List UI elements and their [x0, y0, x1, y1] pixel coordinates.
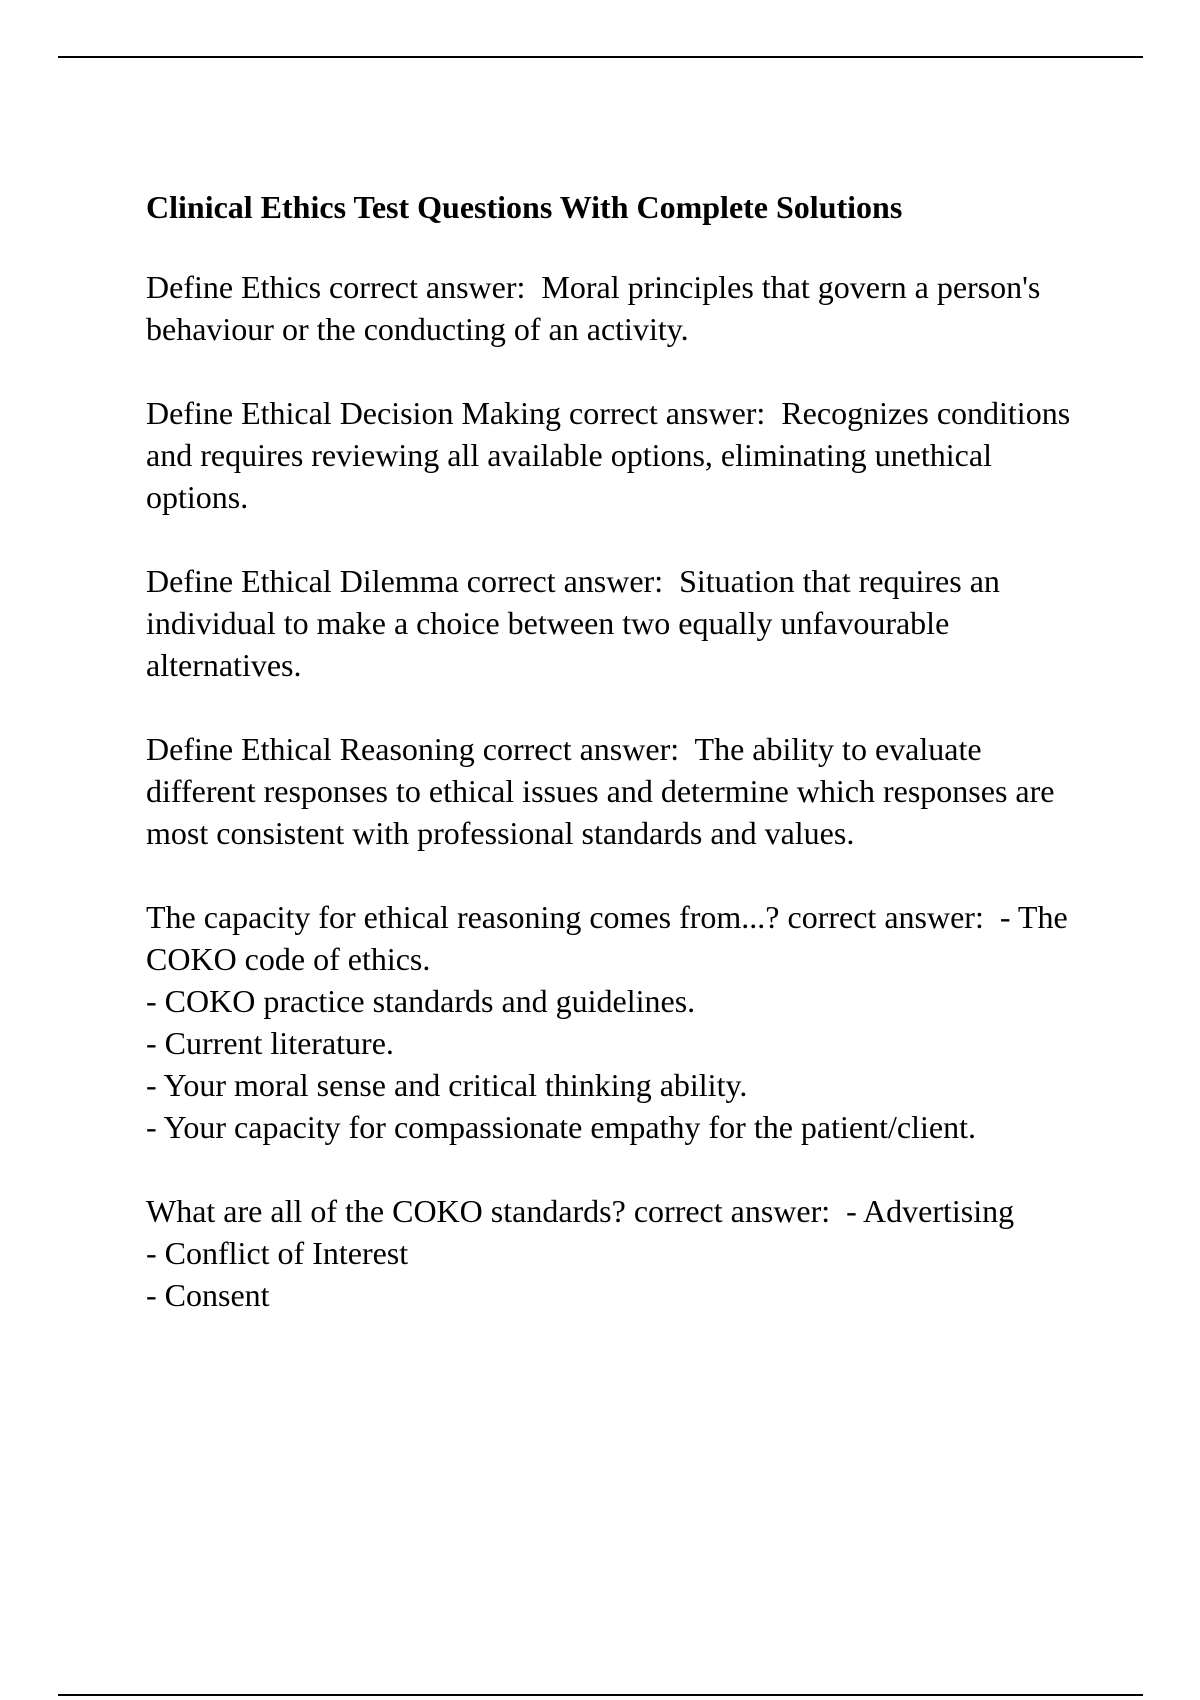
- answer-text: Situation that requires an individual to make a choice between two equally unfavourable alternatives.: [146, 563, 1000, 683]
- question-text: Define Ethical Dilemma: [146, 563, 459, 599]
- answer-marker: correct answer:: [633, 1193, 831, 1229]
- answer-marker: correct answer:: [466, 563, 664, 599]
- question-text: Define Ethical Reasoning: [146, 731, 475, 767]
- answer-marker: correct answer:: [329, 269, 526, 305]
- answer-bullet: - Conflict of Interest: [146, 1235, 409, 1271]
- answer-marker: correct answer:: [568, 395, 766, 431]
- answer-text: Moral principles that govern a person's behaviour or the conducting of an activity.: [146, 269, 1041, 347]
- answer-bullet: - Consent: [146, 1277, 270, 1313]
- document-body: [146, 186, 1091, 1358]
- answer-marker: correct answer:: [787, 899, 984, 935]
- qa-item-ethics: [146, 266, 1091, 350]
- answer-marker: correct answer:: [482, 731, 680, 767]
- qa-item-ethical-reasoning: [146, 728, 1091, 854]
- question-text: What are all of the COKO standards?: [146, 1193, 626, 1229]
- qa-item-ethical-decision-making: [146, 392, 1091, 518]
- answer-bullet: - Your capacity for compassionate empathy for the patient/client.: [146, 1109, 976, 1145]
- answer-bullet: - The COKO code of ethics.: [146, 899, 1068, 977]
- question-text: Define Ethical Decision Making: [146, 395, 561, 431]
- answer-bullet: - COKO practice standards and guidelines.: [146, 983, 696, 1019]
- answer-text: The ability to evaluate different responses to ethical issues and determine which responses are most consistent with professional standards and values.: [146, 731, 1055, 851]
- qa-item-capacity-for-reasoning: [146, 896, 1091, 1148]
- footer-rule: [58, 1694, 1143, 1696]
- answer-text: Recognizes conditions and requires reviewing all available options, eliminating unethical options.: [146, 395, 1071, 515]
- answer-bullet: - Your moral sense and critical thinking ability.: [146, 1067, 748, 1103]
- answer-bullet: - Current literature.: [146, 1025, 394, 1061]
- document-title: Clinical Ethics Test Questions With Complete Solutions: [146, 189, 903, 225]
- header-rule: [58, 56, 1143, 58]
- qa-item-coko-standards: [146, 1190, 1091, 1316]
- question-text: The capacity for ethical reasoning comes from...?: [146, 899, 780, 935]
- qa-item-ethical-dilemma: [146, 560, 1091, 686]
- answer-bullet: - Advertising: [846, 1193, 1015, 1229]
- question-text: Define Ethics: [146, 269, 322, 305]
